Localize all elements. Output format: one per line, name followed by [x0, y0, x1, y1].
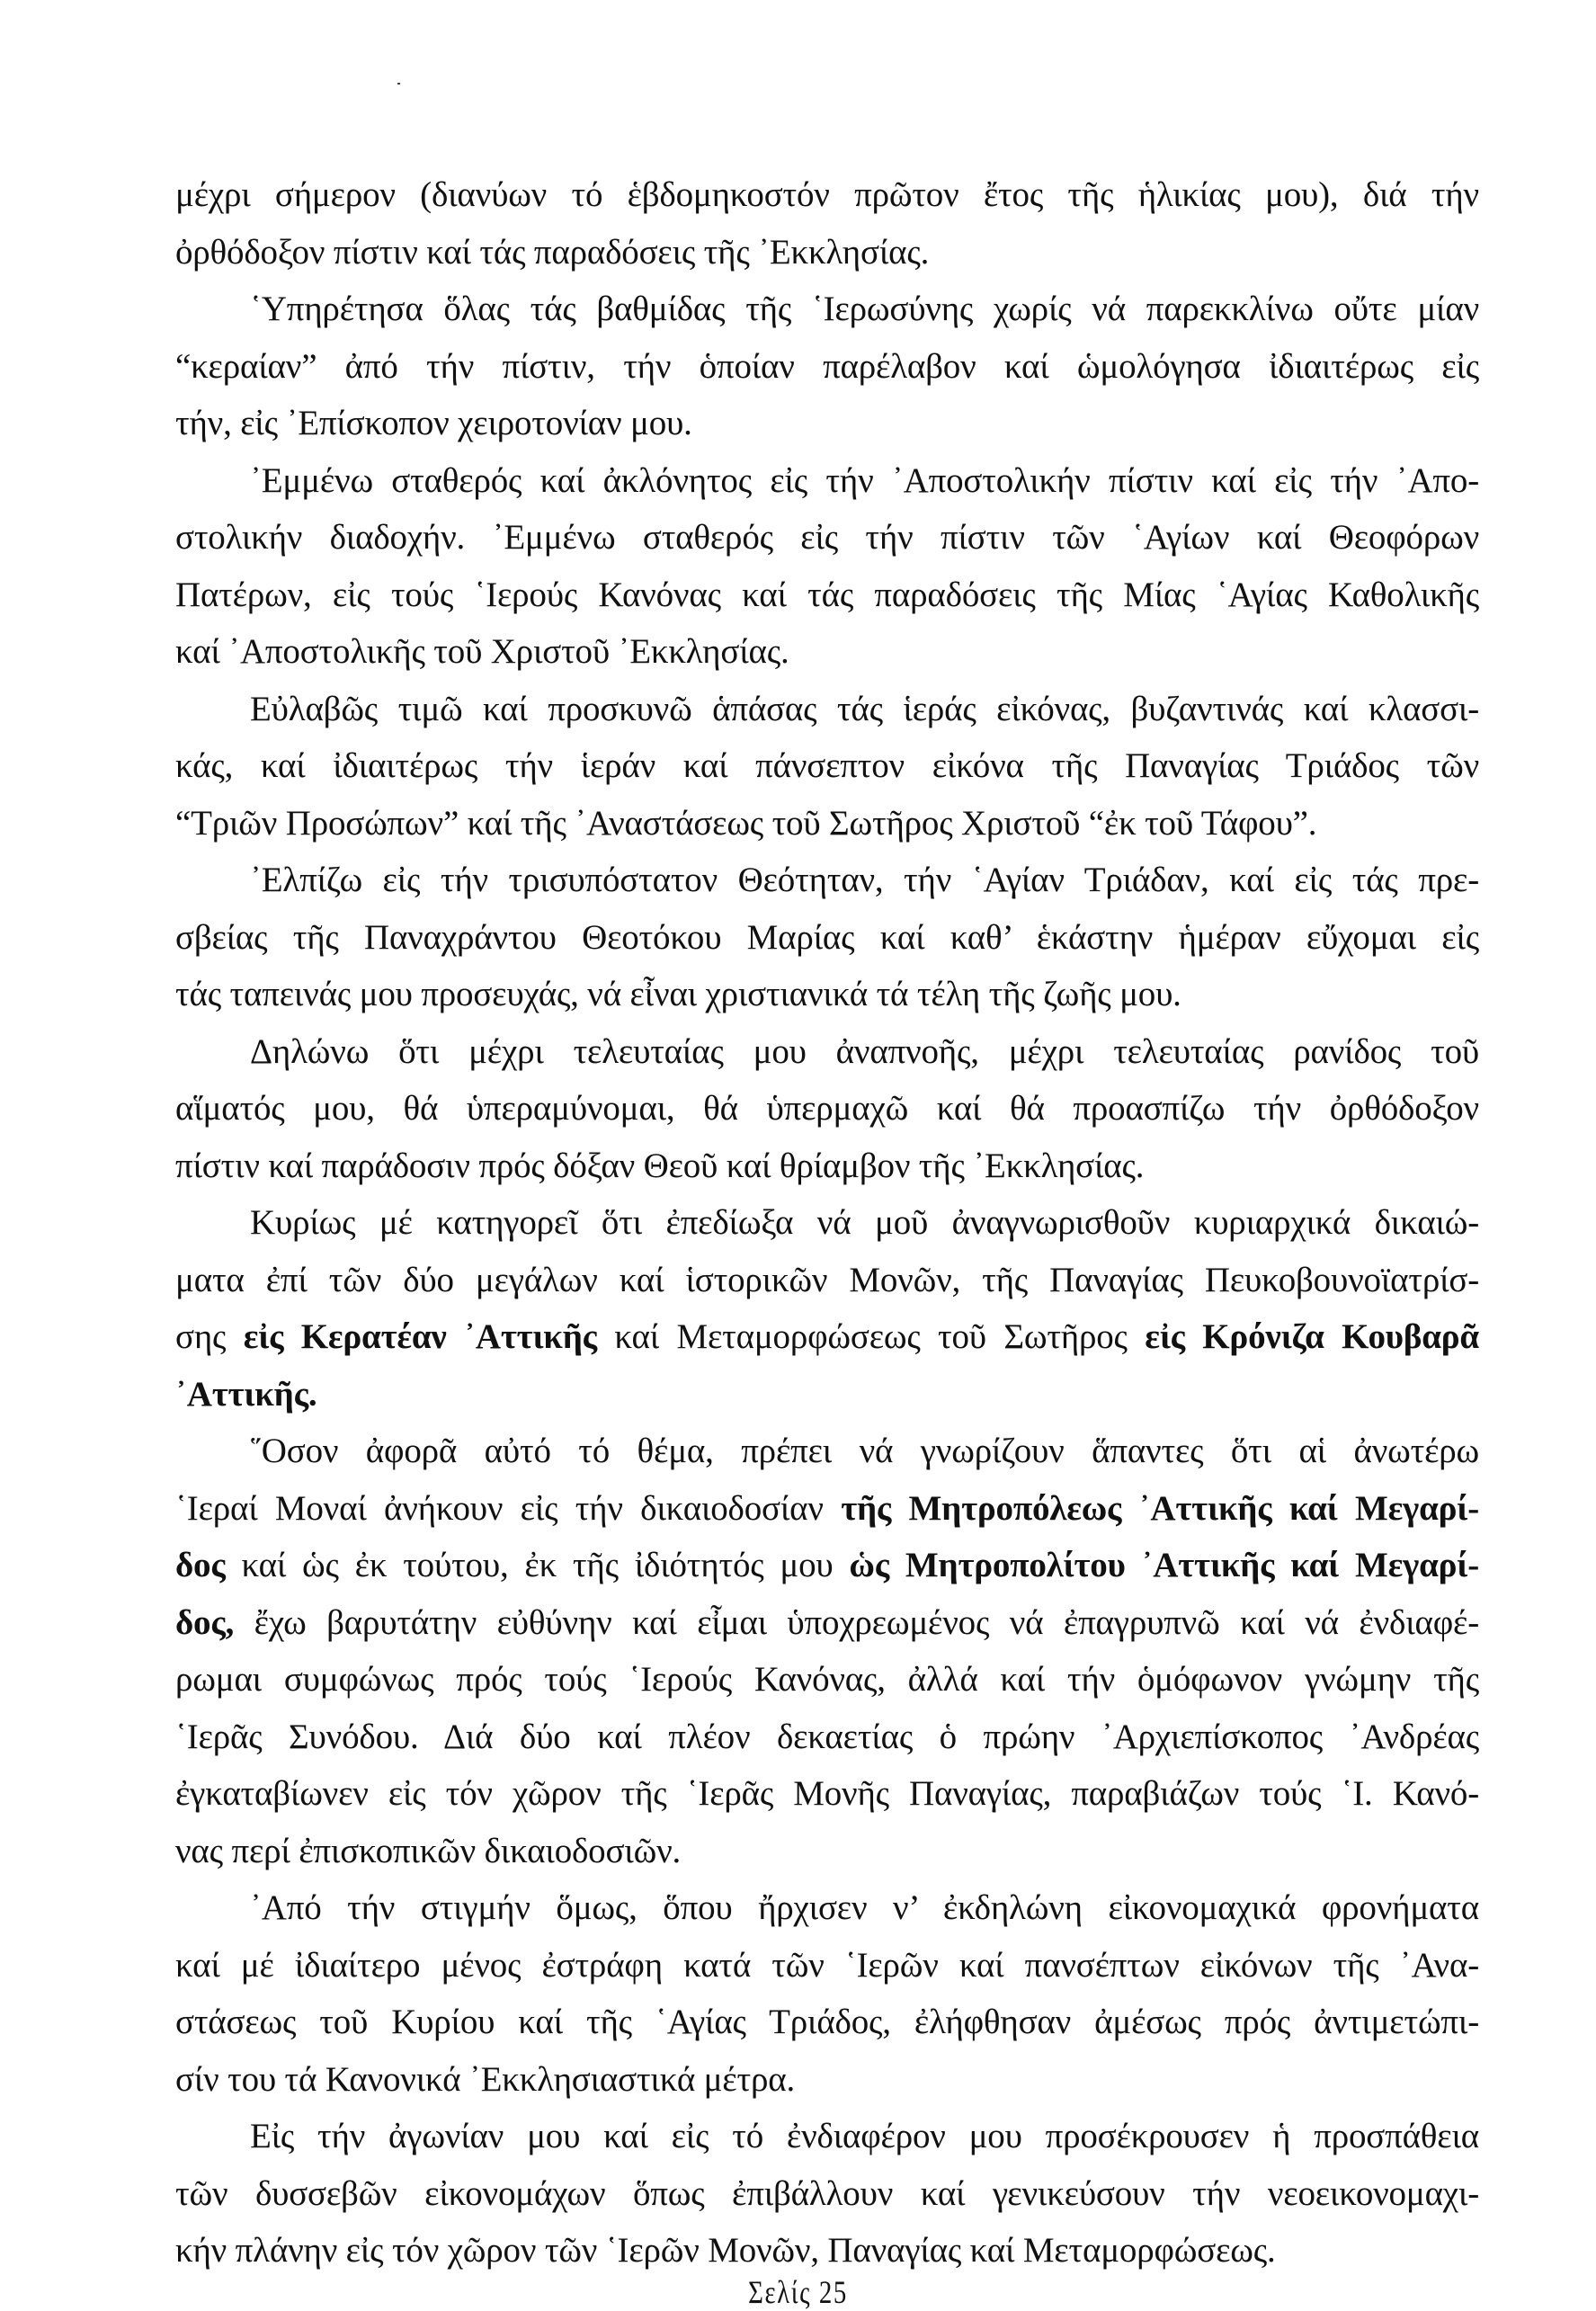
- text-run: αἵματός μου, θά ὑπεραμύνομαι, θά ὑπερμαχῶ καί θά προασπίζω τήν ὀρθόδοξον: [175, 1089, 1479, 1128]
- text-line: [175, 1765, 1479, 1823]
- text-line: [175, 623, 1479, 681]
- text-run: “κεραίαν” ἀπό τήν πίστιν, τήν ὁποίαν παρέλαβον καί ὡμολόγησα ἰδιαιτέρως εἰς: [175, 346, 1479, 386]
- text-line: [175, 1823, 1479, 1880]
- text-run: σβείας τῆς Παναχράντου Θεοτόκου Μαρίας καί καθ’ ἑκάστην ἡμέραν εὔχομαι εἰς: [175, 917, 1479, 957]
- scan-speck: [397, 83, 400, 85]
- text-run: ῞Οσον ἀφορᾶ αὐτό τό θέμα, πρέπει νά γνωρίζουν ἅπαντες ὅτι αἱ ἀνωτέρω: [250, 1432, 1479, 1470]
- paragraph: [175, 452, 1479, 681]
- bold-text: δος,: [175, 1602, 235, 1642]
- page-number: Σελίς 25: [748, 2274, 848, 2310]
- text-run: ἐγκαταβίωνεν εἰς τόν χῶρον τῆς ῾Ιερᾶς Μονῆς Παναγίας, παραβιάζων τούς ῾Ι. Κανό-: [175, 1774, 1479, 1813]
- text-run: Εἰς τήν ἀγωνίαν μου καί εἰς τό ἐνδιαφέρον μου προσέκρουσεν ἡ προσπάθεια: [250, 2117, 1479, 2155]
- text-run: καί ὡς ἐκ τούτου, ἐκ τῆς ἰδιότητός μου: [225, 1546, 850, 1584]
- text-line: [175, 1480, 1479, 1538]
- text-line: [175, 966, 1479, 1023]
- text-run: ῾Ιεραί Μοναί ἀνήκουν εἰς τήν δικαιοδοσίαν: [175, 1488, 842, 1528]
- paragraph: [175, 1194, 1479, 1423]
- bold-text: ὡς Μητροπολίτου ᾿Αττικῆς καί Μεγαρί-: [849, 1546, 1479, 1584]
- text-line: [175, 1937, 1479, 1994]
- paragraph: [175, 1023, 1479, 1195]
- text-line: [175, 1994, 1479, 2051]
- text-run: σίν του τά Κανονικά ᾿Εκκλησιαστικά μέτρα.: [175, 2059, 796, 2099]
- text-line: [175, 395, 1479, 452]
- text-run: ἔχω βαρυτάτην εὐθύνην καί εἶμαι ὑποχρεωμένος νά ἐπαγρυπνῶ καί νά ἐνδιαφέ-: [234, 1602, 1479, 1642]
- text-run: καί ᾿Αποστολικῆς τοῦ Χριστοῦ ᾿Εκκλησίας.: [175, 632, 789, 671]
- text-run: τήν, εἰς ᾿Επίσκοπον χειροτονίαν μου.: [175, 404, 692, 442]
- bold-text: εἰς Κρόνιζα Κουβαρᾶ: [1145, 1317, 1479, 1356]
- bold-text: τῆς Μητροπόλεως ᾿Αττικῆς καί Μεγαρί-: [841, 1488, 1479, 1528]
- text-run: ᾿Ελπίζω εἰς τήν τρισυπόστατον Θεότηταν, τήν ῾Αγίαν Τριάδαν, καί εἰς τάς πρε-: [250, 861, 1479, 899]
- text-line: [175, 2165, 1479, 2223]
- text-line: [175, 2051, 1479, 2109]
- paragraph: [175, 681, 1479, 852]
- text-run: Πατέρων, εἰς τούς ῾Ιερούς Κανόνας καί τάς παραδόσεις τῆς Μίας ῾Αγίας Καθολικῆς: [175, 575, 1479, 614]
- text-line: [175, 2222, 1479, 2280]
- text-run: κήν πλάνην εἰς τόν χῶρον τῶν ῾Ιερῶν Μονῶν, Παναγίας καί Μεταμορφώσεως.: [175, 2231, 1276, 2270]
- text-run: ρωμαι συμφώνως πρός τούς ῾Ιερούς Κανόνας, ἀλλά καί τήν ὁμόφωνον γνώμην τῆς: [175, 1660, 1479, 1699]
- text-run: στολικήν διαδοχήν. ᾿Εμμένω σταθερός εἰς τήν πίστιν τῶν ῾Αγίων καί Θεοφόρων: [175, 518, 1479, 557]
- text-run: κάς, καί ἰδιαιτέρως τήν ἱεράν καί πάνσεπτον εἰκόνα τῆς Παναγίας Τριάδος τῶν: [175, 746, 1479, 785]
- paragraph: [175, 166, 1479, 281]
- text-run: Δηλώνω ὅτι μέχρι τελευταίας μου ἀναπνοῆς, μέχρι τελευταίας ρανίδος τοῦ: [250, 1031, 1479, 1071]
- document-body: [175, 166, 1479, 2280]
- text-run: καί Μεταμορφώσεως τοῦ Σωτῆρος: [596, 1317, 1146, 1356]
- bold-text: ᾿Αττικῆς.: [175, 1374, 317, 1414]
- text-line: [175, 509, 1479, 567]
- text-line: [175, 1308, 1479, 1366]
- text-line: [175, 852, 1479, 909]
- paragraph: [175, 2108, 1479, 2280]
- paragraph: [175, 1423, 1479, 1879]
- text-line: [175, 681, 1479, 738]
- text-line: [175, 2108, 1479, 2165]
- text-line: [175, 281, 1479, 338]
- text-run: ὀρθόδοξον πίστιν καί τάς παραδόσεις τῆς ᾿Εκκλησίας.: [175, 232, 930, 272]
- text-line: [175, 1080, 1479, 1138]
- text-line: [175, 1252, 1479, 1309]
- text-run: “Τριῶν Προσώπων” καί τῆς ᾿Αναστάσεως τοῦ Σωτῆρος Χριστοῦ “ἐκ τοῦ Τάφου”.: [175, 803, 1317, 843]
- paragraph: [175, 1879, 1479, 2108]
- text-line: [175, 1537, 1479, 1594]
- paragraph: [175, 852, 1479, 1023]
- bold-text: εἰς Κερατέαν ᾿Αττικῆς: [243, 1317, 597, 1356]
- text-line: [175, 452, 1479, 510]
- text-line: [175, 795, 1479, 852]
- text-line: [175, 224, 1479, 281]
- text-line: [175, 737, 1479, 795]
- bold-text: δος: [175, 1546, 226, 1584]
- text-line: [175, 909, 1479, 967]
- text-line: [175, 338, 1479, 396]
- text-run: ᾿Εμμένω σταθερός καί ἀκλόνητος εἰς τήν ᾿Αποστολικήν πίστιν καί εἰς τήν ᾿Απο-: [250, 460, 1479, 500]
- text-line: [175, 1366, 1479, 1423]
- text-line: [175, 166, 1479, 224]
- text-line: [175, 1709, 1479, 1766]
- text-line: [175, 1594, 1479, 1652]
- text-line: [175, 1023, 1479, 1081]
- text-run: ῾Ιερᾶς Συνόδου. Διά δύο καί πλέον δεκαετίας ὁ πρώην ᾿Αρχιεπίσκοπος ᾿Ανδρέας: [175, 1717, 1479, 1756]
- text-run: νας περί ἐπισκοπικῶν δικαιοδοσιῶν.: [175, 1831, 682, 1870]
- text-run: ῾Υπηρέτησα ὅλας τάς βαθμίδας τῆς ῾Ιερωσύνης χωρίς νά παρεκκλίνω οὔτε μίαν: [250, 290, 1479, 328]
- paragraph: [175, 281, 1479, 452]
- text-line: [175, 567, 1479, 624]
- text-run: Εὐλαβῶς τιμῶ καί προσκυνῶ ἁπάσας τάς ἱεράς εἰκόνας, βυζαντινάς καί κλασσι-: [250, 689, 1479, 728]
- text-line: [175, 1651, 1479, 1709]
- text-line: [175, 1423, 1479, 1480]
- text-run: μέχρι σήμερον (διανύων τό ἑβδομηκοστόν πρῶτον ἔτος τῆς ἡλικίας μου), διά τήν: [175, 175, 1479, 214]
- text-run: ματα ἐπί τῶν δύο μεγάλων καί ἱστορικῶν Μονῶν, τῆς Παναγίας Πευκοβουνοϊατρίσ-: [175, 1260, 1479, 1299]
- text-run: τῶν δυσσεβῶν εἰκονομάχων ὅπως ἐπιβάλλουν καί γενικεύσουν τήν νεοεικονομαχι-: [175, 2173, 1479, 2213]
- text-run: στάσεως τοῦ Κυρίου καί τῆς ῾Αγίας Τριάδος, ἐλήφθησαν ἀμέσως πρός ἀντιμετώπι-: [175, 2003, 1479, 2041]
- text-line: [175, 1138, 1479, 1195]
- text-run: καί μέ ἰδιαίτερο μένος ἐστράφη κατά τῶν ῾Ιερῶν καί πανσέπτων εἰκόνων τῆς ᾿Ανα-: [175, 1945, 1479, 1985]
- text-line: [175, 1194, 1479, 1252]
- text-line: [175, 1879, 1479, 1937]
- text-run: Κυρίως μέ κατηγορεῖ ὅτι ἐπεδίωξα νά μοῦ ἀναγνωρισθοῦν κυριαρχικά δικαιώ-: [250, 1203, 1479, 1242]
- text-run: τάς ταπεινάς μου προσευχάς, νά εἶναι χριστιανικά τά τέλη τῆς ζωῆς μου.: [175, 975, 1181, 1013]
- text-run: πίστιν καί παράδοσιν πρός δόξαν Θεοῦ καί θρίαμβον τῆς ᾿Εκκλησίας.: [175, 1146, 1145, 1185]
- text-run: σης: [175, 1317, 244, 1356]
- text-run: ᾿Από τήν στιγμήν ὅμως, ὅπου ἤρχισεν ν’ ἐκδηλώνη εἰκονομαχικά φρονήματα: [250, 1888, 1479, 1927]
